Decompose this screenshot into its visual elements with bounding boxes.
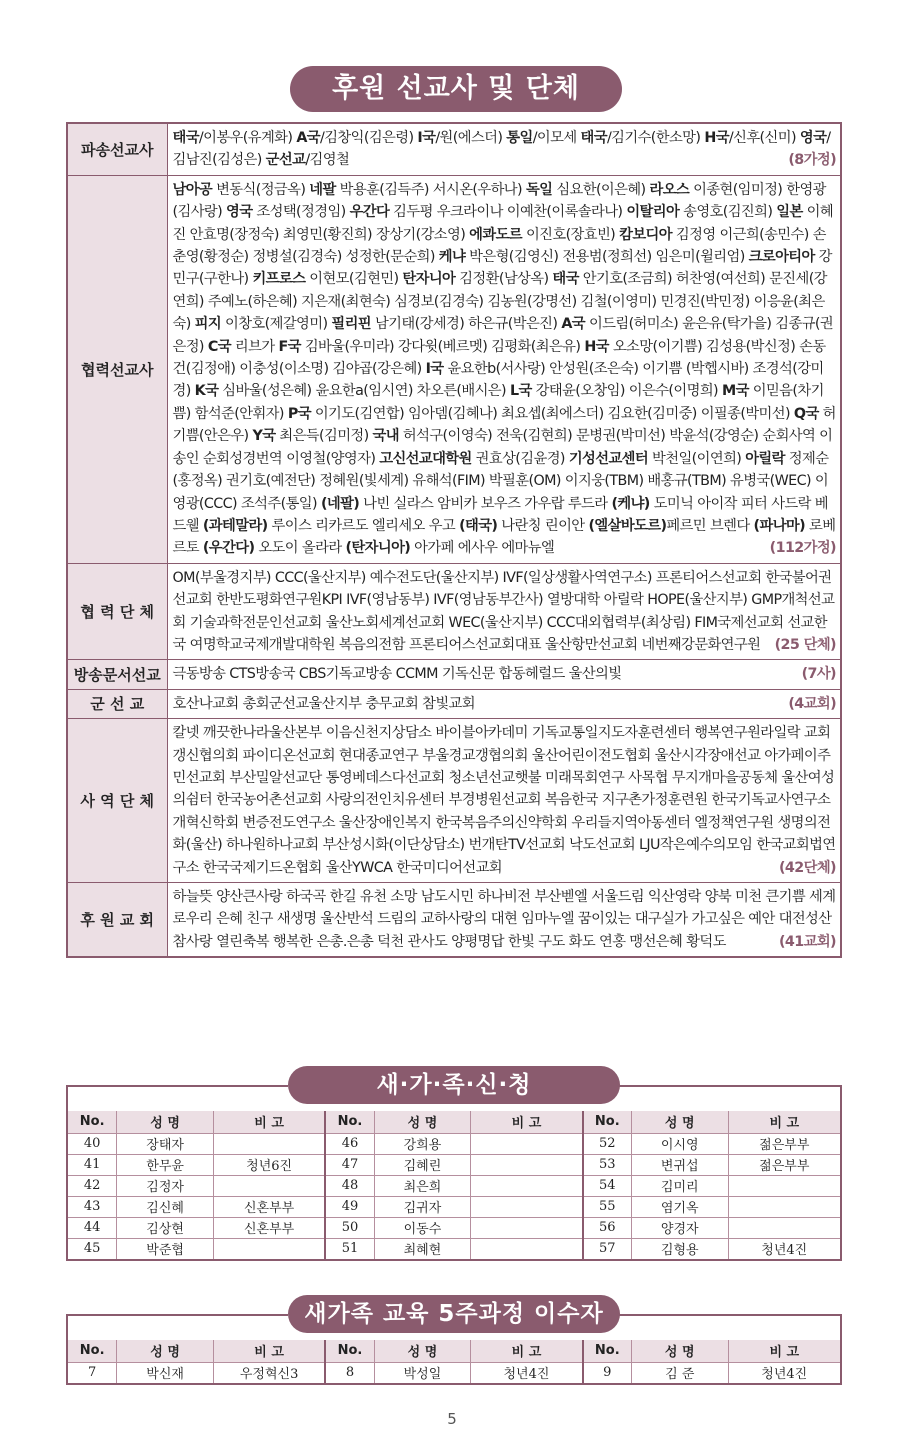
column-header: 성 명	[374, 1340, 471, 1362]
name-text: 리브가	[230, 338, 279, 355]
name-text: /김창익(김은령)	[320, 130, 418, 146]
row-content	[167, 563, 841, 660]
number-cell: 8	[325, 1362, 374, 1383]
name-cell: 김형용	[631, 1238, 728, 1259]
country-label: 캄보디아	[619, 226, 672, 243]
name-cell: 박준협	[117, 1238, 214, 1259]
name-text: 루이스 리카르도 엘리세오 우고	[267, 517, 460, 534]
note-cell	[471, 1133, 583, 1154]
country-label: A국	[296, 130, 320, 146]
country-label: 케냐	[438, 249, 466, 266]
name-text: 도미닉 아이작 피터 사드락 베드웰	[172, 495, 828, 534]
number-cell: 50	[325, 1217, 374, 1238]
name-cell: 김혜린	[374, 1154, 471, 1175]
name-text: 나빈 실라스 암비카 보우즈 가우랍 루드라	[359, 495, 612, 512]
country-label: H국	[584, 338, 609, 355]
count-label: (4교회)	[788, 695, 836, 712]
column-header: 비 고	[471, 1111, 583, 1133]
country-label: 영국	[226, 204, 253, 221]
number-cell: 9	[583, 1362, 632, 1383]
country-label: 남아공	[172, 181, 213, 198]
note-cell: 청년4진	[728, 1238, 840, 1259]
name-cell: 박신재	[117, 1362, 214, 1383]
name-text: 아가페 에사우 에마뉴엘	[410, 540, 555, 557]
column-header: 비 고	[728, 1111, 840, 1133]
name-text: /원(에스더)	[435, 130, 507, 146]
note-cell	[728, 1196, 840, 1217]
name-text: 이진호(장효빈)	[522, 226, 620, 243]
country-label: 태국	[172, 130, 199, 146]
country-label: (우간다)	[202, 540, 255, 557]
support-row-bangsong	[67, 660, 841, 689]
note-cell	[471, 1154, 583, 1175]
name-text: /김기수(한소망)	[606, 130, 705, 146]
name-text: /김남진(김성은)	[172, 130, 831, 169]
note-cell	[728, 1217, 840, 1238]
number-cell: 54	[583, 1175, 632, 1196]
column-header: 비 고	[728, 1340, 840, 1362]
name-cell: 한무윤	[117, 1154, 214, 1175]
note-cell	[471, 1196, 583, 1217]
number-cell: 45	[68, 1238, 117, 1259]
country-label: (탄자니아)	[345, 540, 411, 557]
name-text: 강태윤(오창임) 이은수(이명희)	[531, 383, 722, 400]
note-cell: 신혼부부	[213, 1217, 325, 1238]
country-label: Q국	[793, 405, 819, 422]
country-label: 일본	[776, 204, 803, 221]
name-text: 심요한(이은혜)	[552, 181, 650, 198]
country-label: A국	[561, 316, 585, 333]
name-text: 이종현(임미정) 한영광(김사랑)	[172, 181, 826, 221]
name-cell: 강희용	[374, 1133, 471, 1154]
country-label: I국	[425, 361, 444, 378]
number-cell: 55	[583, 1196, 632, 1217]
column-header: 성 명	[631, 1340, 728, 1362]
number-cell: 53	[583, 1154, 632, 1175]
name-cell: 김상현	[117, 1217, 214, 1238]
name-text: 박천일(이연희)	[648, 450, 746, 467]
country-label: 키프로스	[252, 271, 306, 288]
table-row	[68, 1362, 840, 1383]
number-cell: 57	[583, 1238, 632, 1259]
name-text: 김두평 우크라이나 이예찬(이록솔라나)	[389, 204, 627, 221]
name-text: 박용훈(김득주) 서시온(우하나)	[335, 181, 526, 198]
count-label: (41교회)	[779, 933, 836, 950]
name-cell: 최혜현	[374, 1238, 471, 1259]
number-cell: 51	[325, 1238, 374, 1259]
country-label: (네팔)	[320, 495, 360, 512]
count-label: (25 단체)	[774, 636, 836, 653]
country-label: M국	[721, 383, 749, 400]
name-text: 칼넷 깨끗한나라울산본부 이음신천지상담소 바이블아카데미 기독교통일지도자훈련센터 행복연구원라일락 교회갱신협의회 파이디온선교회 현대종교연구 부울경교갱협의회 울산어린이전도협회 울산시각장애선교 아가페이주민선교회 부산밀알선교단 통영베데스다선교회 청소년선교햇불 미래목회연구 사목협 무지개마을공동체 울산여성의쉼터 한국농어촌선교회 사랑의전인치유센터 부경병원선교회 복음한국 지구촌가정훈련원 한국기독교사연구소 개혁신학회 변증전도연구소 울산장애인복지 한국복음주의신약학회 우리들지역아동센터 엘정책연구원 생명의전화(울산) 하나원하나교회 부산성시화(이단상담소) 번개탄TV선교회 낙도선교회 LJU작은예수의모임 한국교회법연구소 한국국제기드온협회 울산YWCA 한국미디어선교회	[172, 725, 836, 876]
name-text: 극동방송 CTS방송국 CBS기독교방송 CCMM 기독신문 합동헤럴드 울산의빛	[172, 666, 622, 683]
number-cell: 7	[68, 1362, 117, 1383]
name-text: 권효상(김윤경)	[471, 450, 569, 467]
name-text: 오도이 올라라	[254, 540, 346, 557]
row-header: 협 력 단 체	[67, 563, 167, 660]
number-cell: 40	[68, 1133, 117, 1154]
country-label: 탄자니아	[402, 271, 456, 288]
new-family-roster	[66, 1085, 842, 1261]
number-cell: 44	[68, 1217, 117, 1238]
country-label: (케냐)	[611, 495, 650, 512]
name-cell: 변귀섭	[631, 1154, 728, 1175]
country-label: (과테말라)	[202, 517, 268, 534]
note-cell: 청년4진	[728, 1362, 840, 1383]
note-cell: 우정혁신3	[213, 1362, 325, 1383]
column-header: No.	[68, 1340, 117, 1362]
number-cell: 56	[583, 1217, 632, 1238]
support-row-huwon	[67, 883, 841, 958]
country-label: (엘살바도르)	[588, 517, 667, 534]
name-text: 오소망(이기쁨) 김성용(박신정) 손동건(김정애) 이충성(이소명) 김야곱(강은혜)	[172, 338, 826, 378]
country-label: 우간다	[349, 204, 390, 221]
name-cell: 박성일	[374, 1362, 471, 1383]
country-label: F국	[278, 338, 301, 355]
graduates-table	[68, 1340, 840, 1383]
column-header: No.	[583, 1340, 632, 1362]
row-content	[167, 719, 841, 883]
name-cell: 양경자	[631, 1217, 728, 1238]
note-cell	[213, 1133, 325, 1154]
column-header: 비 고	[471, 1340, 583, 1362]
name-text: 호산나교회 총회군선교울산지부 충무교회 참빛교회	[172, 695, 475, 712]
name-text: 이드림(허미소) 윤은유(탁가을) 김종규(권은정)	[172, 316, 834, 355]
name-text: 안기호(조금희) 허찬영(여선희) 문진세(강연희) 주예노(하은혜) 지은재(최현숙) 심경보(김경숙) 김농원(강명선) 김철(이영미) 민경진(박민정) 이응윤(최은숙)	[172, 271, 827, 333]
name-text: 변동식(정금옥)	[212, 181, 310, 198]
column-header: No.	[325, 1111, 374, 1133]
row-header: 파송선교사	[67, 123, 167, 175]
name-text: 로베르토	[172, 517, 836, 557]
country-label: L국	[509, 383, 532, 400]
country-label: 영국	[799, 130, 827, 146]
name-text: 나란칭 린이안	[497, 517, 589, 534]
support-table	[66, 122, 842, 958]
number-cell: 46	[325, 1133, 374, 1154]
column-header: 성 명	[631, 1111, 728, 1133]
country-label: 크로아티아	[748, 249, 815, 266]
page-number: 5	[447, 1410, 457, 1428]
number-cell: 43	[68, 1196, 117, 1217]
row-content	[167, 883, 841, 958]
note-cell	[471, 1175, 583, 1196]
table-row	[68, 1217, 840, 1238]
name-text: 이현모(김현민)	[305, 271, 403, 288]
row-content	[167, 123, 841, 175]
country-label: 고신선교대학원	[379, 450, 472, 467]
name-text: 윤요한b(서사랑) 안성원(조은숙) 이기쁨 (박헵시바) 조경석(강미경)	[172, 361, 824, 400]
country-label: 필리핀	[331, 316, 372, 333]
row-header: 사 역 단 체	[67, 719, 167, 883]
name-text: 박은형(김영신) 전용범(정희선) 임은미(윌리엄)	[465, 249, 749, 266]
column-header: 성 명	[117, 1340, 214, 1362]
row-content	[167, 689, 841, 718]
name-cell: 이동수	[374, 1217, 471, 1238]
table-row	[68, 1154, 840, 1175]
name-text: 이혜진 안효명(장정숙) 최영민(황진희) 장상기(강소영)	[172, 204, 834, 243]
section-title-pill: 후원 선교사 및 단체	[290, 66, 622, 112]
note-cell	[471, 1217, 583, 1238]
country-label: P국	[287, 405, 311, 422]
country-label: 피지	[194, 316, 222, 333]
number-cell: 52	[583, 1133, 632, 1154]
country-label: I국	[417, 130, 436, 146]
note-cell	[213, 1238, 325, 1259]
name-cell: 염기옥	[631, 1196, 728, 1217]
name-text: 송영호(김진희)	[679, 204, 777, 221]
name-text: /이모세	[532, 130, 581, 146]
row-header: 협력선교사	[67, 175, 167, 563]
name-text: 조성택(정경임)	[252, 204, 350, 221]
name-text: /이봉우(유계화)	[198, 130, 297, 146]
support-row-gunseongyo	[67, 689, 841, 718]
country-label: 독일	[525, 181, 553, 198]
column-header: No.	[68, 1111, 117, 1133]
country-label: C국	[207, 338, 231, 355]
note-cell	[471, 1238, 583, 1259]
new-family-title-pill: 새·가·족·신·청	[288, 1066, 620, 1104]
note-cell: 청년4진	[471, 1362, 583, 1383]
country-label: 국내	[372, 428, 399, 445]
graduates-title-pill: 새가족 교육 5주과정 이수자	[288, 1295, 620, 1333]
country-label: (파나마)	[753, 517, 806, 534]
note-cell	[213, 1175, 325, 1196]
table-row	[68, 1175, 840, 1196]
country-label: 라오스	[649, 181, 690, 198]
name-text: 심바울(성은혜) 윤요한a(임시연) 차오른(배시은)	[218, 383, 510, 400]
note-cell	[728, 1175, 840, 1196]
name-text: OM(부울경지부) CCC(울산지부) 예수전도단(울산지부) IVF(일상생활사역연구소) 프론티어스선교회 한국불어권선교회 한반도평화연구원KPI IVF(영남동부) IVF(영남동부간사) 열방대학 아릴락 HOPE(울산지부) GMP개척선교회 기술과학전문인선교회 울산노회세계선교회 WEC(울산지부) CCC대외협력부(최상림) FIM국제선교회 선교한국 여명학교국제개발대학원 복음의전함 프론티어스선교회대표 울산항만선교회 네번째강문화연구원	[172, 569, 835, 653]
number-cell: 42	[68, 1175, 117, 1196]
count-label: (112가정)	[769, 540, 836, 557]
name-text: 김정영 이근희(송민수) 손춘영(황정순) 정병설(김경숙) 성정한(문순희)	[172, 226, 826, 266]
number-cell: 47	[325, 1154, 374, 1175]
row-header: 후 원 교 회	[67, 883, 167, 958]
name-text: 허기쁨(안은우)	[172, 405, 836, 445]
name-text: 최은득(김미정)	[275, 428, 373, 445]
note-cell: 젊은부부	[728, 1154, 840, 1175]
number-cell: 41	[68, 1154, 117, 1175]
table-row	[68, 1238, 840, 1259]
name-text: 허석구(이영숙) 전욱(김현희) 문병권(박미선) 박윤석(강영순) 순회사역 이송인 순회성경번역 이영철(양영자)	[172, 428, 833, 467]
row-content	[167, 660, 841, 689]
country-label: 네팔	[309, 181, 336, 198]
note-cell: 청년6진	[213, 1154, 325, 1175]
name-cell: 김미리	[631, 1175, 728, 1196]
column-header: 성 명	[117, 1111, 214, 1133]
name-cell: 이시영	[631, 1133, 728, 1154]
name-text: 강민구(구한나)	[172, 249, 832, 288]
column-header: 비 고	[213, 1111, 325, 1133]
country-label: 기성선교센터	[568, 450, 649, 467]
table-row	[68, 1196, 840, 1217]
name-cell: 김귀자	[374, 1196, 471, 1217]
country-label: 군선교	[265, 152, 306, 169]
name-text: 남기태(강세경) 하은규(박은진)	[371, 316, 562, 333]
column-header: No.	[325, 1340, 374, 1362]
name-text: 하늘뜻 양산큰사랑 하국곡 한길 유천 소망 남도시민 하나비전 부산벧엘 서울드림 익산영락 양북 미천 큰기쁨 세계로우리 은혜 친구 새생명 울산반석 드림의 교하사랑의 대현 임마누엘 꿈이있는 대구실가 가고싶은 예안 대전성산 참사랑 열린축복 행복한 은총.은총 덕천 관사도 양평명답 한빛 구도 화도 연홍 맹선은혜 황덕도	[172, 889, 836, 950]
name-cell: 김 준	[631, 1362, 728, 1383]
column-header: 성 명	[374, 1111, 471, 1133]
support-row-hyeopryeok	[67, 175, 841, 563]
name-text: 이창호(제갈영미)	[221, 316, 332, 333]
name-text: 이기도(김연합) 임아뎀(김혜나) 최요셉(최에스더) 김요한(김미중) 이필종(박미선)	[310, 405, 794, 422]
name-text: /신후(신미)	[728, 130, 800, 146]
country-label: Y국	[252, 428, 276, 445]
country-label: 에콰도르	[469, 226, 522, 243]
row-header: 방송문서선교	[67, 660, 167, 689]
column-header: 비 고	[213, 1340, 325, 1362]
note-cell: 신혼부부	[213, 1196, 325, 1217]
count-label: (8가정)	[788, 152, 836, 169]
country-label: K국	[194, 383, 219, 400]
count-label: (42단체)	[779, 859, 836, 876]
name-text: /김영철	[305, 152, 350, 169]
country-label: 태국	[552, 271, 579, 288]
support-row-pasong	[67, 123, 841, 175]
row-content	[167, 175, 841, 563]
country-label: 태국	[580, 130, 607, 146]
name-text: 이믿음(차기쁨) 함석준(안휘자)	[172, 383, 824, 422]
name-text: 김바울(우미라) 강다윗(베르멧) 김평화(최은유)	[300, 338, 585, 355]
country-label: 통일	[506, 130, 533, 146]
name-text: 페르민 브렌다	[666, 517, 754, 534]
number-cell: 48	[325, 1175, 374, 1196]
country-label: (태국)	[459, 517, 498, 534]
row-header: 군 선 교	[67, 689, 167, 718]
table-row	[68, 1133, 840, 1154]
country-label: 아릴락	[745, 450, 785, 467]
note-cell: 젊은부부	[728, 1133, 840, 1154]
name-cell: 장태자	[117, 1133, 214, 1154]
new-family-table	[68, 1111, 840, 1259]
column-header: No.	[583, 1111, 632, 1133]
support-row-sayeok	[67, 719, 841, 883]
name-text: 김정환(남상옥)	[455, 271, 553, 288]
count-label: (7사)	[801, 666, 836, 683]
name-cell: 김정자	[117, 1175, 214, 1196]
country-label: H국	[704, 130, 729, 146]
name-cell: 김신혜	[117, 1196, 214, 1217]
support-row-hyeopryeok_dancheo	[67, 563, 841, 660]
name-cell: 최은희	[374, 1175, 471, 1196]
number-cell: 49	[325, 1196, 374, 1217]
name-text: 정제순(홍정옥) 권기호(예전단) 정혜원(빛세계) 유해석(FIM) 박필훈(OM) 이지웅(TBM) 배홍규(TBM) 유병국(WEC) 이영광(CCC) 조석주(통일)	[172, 450, 829, 512]
country-label: 이탈리아	[626, 204, 680, 221]
